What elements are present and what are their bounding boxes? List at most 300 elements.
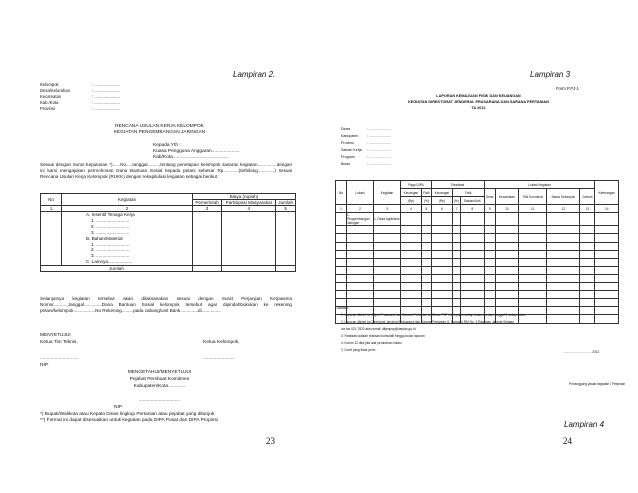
table-cell (580, 307, 595, 315)
table-cell (460, 283, 484, 291)
table-cell (595, 315, 619, 323)
table-cell (41, 212, 62, 266)
h-fisik: Fisik (421, 189, 431, 197)
h-lokasi-kegiatan: Lokasi Kegiatan (484, 181, 595, 189)
note-line: 1. Laporan dikirim ke Ditjen Prasarana dan Sarana Pertanian ke Dinas PSP Kabupaten setiap bulannya dan tanggal 5 setiap bulan (341, 313, 526, 317)
table-cell (421, 213, 431, 226)
table-cell (432, 258, 453, 266)
field-satker (341, 148, 391, 152)
table-cell (432, 226, 453, 234)
table-cell (580, 234, 595, 242)
table-cell (432, 274, 453, 282)
table-cell (401, 234, 422, 242)
table-cell (452, 299, 460, 307)
title-rencana: RENCANA USULAN KERJA KELOMPOK (115, 124, 204, 129)
field-value: : ...................... (367, 141, 391, 145)
table-cell (401, 242, 422, 250)
table-cell (460, 250, 484, 258)
h-keuangan: Keuangan (401, 189, 422, 197)
table-cell (374, 226, 401, 234)
table-cell (347, 242, 374, 250)
table-cell (374, 234, 401, 242)
nip-pejabat: NIP. (114, 405, 123, 410)
field-value: : ...................... (92, 82, 120, 87)
table-cell (547, 258, 580, 266)
table-cell (401, 266, 422, 274)
table-cell (336, 258, 347, 266)
column-number: 7 (452, 205, 460, 213)
table-cell (495, 283, 518, 291)
table-cell (421, 266, 431, 274)
table-cell (421, 258, 431, 266)
field-kecamatan (40, 94, 120, 99)
table-cell (518, 283, 547, 291)
right-page-number: 24 (563, 436, 572, 446)
table-cell (222, 212, 276, 266)
table-cell (432, 299, 453, 307)
table-cell (452, 258, 460, 266)
signer-label: Penanggung jawab kegiatan / Pimpinan (569, 382, 626, 386)
right-page-header: Lampiran 3 (530, 70, 571, 79)
col-biaya-header: Biaya (rupiah) (193, 194, 296, 200)
table-cell (595, 274, 619, 282)
table-cell (276, 266, 296, 272)
table-cell (484, 274, 495, 282)
table-cell (547, 234, 580, 242)
h-desa: Desa (484, 189, 495, 205)
table-cell (580, 291, 595, 299)
field-label: Kecamatan (40, 94, 62, 99)
table-cell (460, 213, 484, 226)
item-line: 1. .......................... (91, 217, 130, 223)
address-kepada: Kepada Yth : (153, 143, 181, 148)
table-cell (374, 274, 401, 282)
field-label: Bulan (341, 162, 351, 166)
table-cell (547, 274, 580, 282)
col-jumlah-header: Jumlah (276, 200, 296, 206)
column-number: 4 (401, 205, 422, 213)
field-value: : ...................... (367, 127, 391, 131)
table-cell (432, 213, 453, 226)
table-cell (484, 234, 495, 242)
table-cell (401, 299, 422, 307)
address-kabkota: Kab/Kota.......................................... (153, 155, 229, 160)
column-number: 12 (547, 205, 580, 213)
total-row-label: Jumlah (41, 266, 193, 272)
field-provinsi (40, 106, 120, 111)
table-row (336, 258, 619, 266)
field-label: Dinas (341, 127, 351, 131)
column-number: 1 (336, 205, 347, 213)
table-cell (374, 242, 401, 250)
table-cell (495, 266, 518, 274)
table-cell (347, 291, 374, 299)
signature-line-tim: ............................. (40, 356, 79, 361)
col-pemerintah-header: Pemerintah (193, 200, 222, 206)
table-cell (518, 274, 547, 282)
table-cell (495, 226, 518, 234)
table-cell (460, 226, 484, 234)
table-cell (401, 226, 422, 234)
table-cell (547, 266, 580, 274)
table-cell (580, 266, 595, 274)
table-cell (484, 299, 495, 307)
table-cell (336, 274, 347, 282)
table-cell (595, 283, 619, 291)
rukk-table (40, 193, 296, 272)
table-cell (401, 283, 422, 291)
field-value: : ...................... (92, 94, 120, 99)
intro-paragraph: Sesuai dengan Surat Keputusan *)......No....,tanggal.........,tentang penetapan kelompok sasaran kegiatan...............dengan ini kami mengajukan permohonan Dana Bantuan Sosial kepada petani sebesar Rp............(terbilang.............) sesuai Rencana Usulan Kerja Kelompok (RUKK) dengan rekapitulasi kegiatan sebagai berikut : (40, 162, 292, 180)
mengetahui-label: MENGETAHUI/MENYETUJUI (127, 370, 192, 375)
table-cell (484, 250, 495, 258)
table-cell (518, 258, 547, 266)
item-line: 2. .......................... (91, 247, 130, 253)
table-cell (580, 299, 595, 307)
table-cell (484, 266, 495, 274)
item-insentif: A. Insentif Tenaga Kerja (86, 212, 135, 217)
table-cell (374, 299, 401, 307)
table-cell (276, 212, 296, 266)
column-number: 6 (432, 205, 453, 213)
item-line: 3. .......................... (91, 229, 130, 235)
table-row (336, 283, 619, 291)
table-cell (580, 315, 595, 323)
field-label: Kelompok (40, 82, 59, 87)
table-cell (595, 250, 619, 258)
table-cell (518, 250, 547, 258)
field-label: Desa/Kelurahan (40, 88, 71, 93)
table-cell (336, 250, 347, 258)
table-cell (495, 250, 518, 258)
menyetujui-label: MENYETUJUI (40, 333, 71, 338)
table-cell (460, 258, 484, 266)
field-provinsi (341, 141, 391, 145)
table-cell (421, 299, 431, 307)
table-cell (374, 291, 401, 299)
field-label: Kab./Kota (40, 100, 59, 105)
signature-line-kelompok: ........................ (203, 356, 235, 361)
table-cell (432, 283, 453, 291)
h-satuan: Satuan/Unit (460, 197, 484, 205)
table-row (336, 226, 619, 234)
right-page-footer: Lampiran 4 (564, 420, 605, 429)
table-cell (595, 307, 619, 315)
field-bulan (341, 162, 391, 166)
field-label: Kabupaten (341, 134, 359, 138)
table-cell (432, 242, 453, 250)
item-line: 2. .......................... (91, 223, 130, 229)
title-kegiatan: KEGIATAN PENGEMBANGAN JARINGAN (113, 130, 206, 135)
num-cell: 4 (222, 206, 276, 212)
table-cell (460, 274, 484, 282)
field-kabkota (40, 100, 120, 105)
table-cell (580, 226, 595, 234)
item-lainnya: C. Lainnya................... (86, 259, 133, 265)
table-cell (347, 250, 374, 258)
field-label: Provinsi (40, 106, 55, 111)
report-subtitle: KEGIATAN DIREKTORAT JENDERAL PRASARANA DAN SARANA PERTANIAN (408, 100, 549, 104)
table-cell (518, 266, 547, 274)
table-cell (547, 315, 580, 323)
h-nama-kelompok: Nama Kelompok (547, 189, 580, 205)
table-cell (518, 234, 547, 242)
table-cell (401, 291, 422, 299)
place-date: ................................ 2012 (563, 350, 600, 354)
col-no-header: No (41, 194, 62, 206)
form-code: Form P.PJ-1 (556, 86, 579, 91)
table-cell (421, 250, 431, 258)
followup-paragraph: Selanjutnya kegiatan tersebut akan dilaksanakan sesuai dengan Surat Perjanjian Kerjasama Nomor............tanggal..............Dana Bantuan Sosial kelompok tersebut agar dipindahbukukan ke rekening petani/kelompok.................No Rekening.........pada cabang/unit Bank..............di............... (40, 296, 292, 314)
report-table (335, 180, 619, 324)
h-pct-real: (%) (452, 197, 460, 205)
table-row (336, 299, 619, 307)
note-line: 4. Kolom 12 diisi jika ada perubahan lokasi (341, 341, 402, 345)
table-row (336, 250, 619, 258)
table-cell (580, 242, 595, 250)
table-cell (460, 266, 484, 274)
table-cell (495, 258, 518, 266)
table-cell (452, 250, 460, 258)
table-cell (484, 283, 495, 291)
num-cell: 5 (276, 206, 296, 212)
pejabat-label: Pejabat Pembuat Komitmen (129, 377, 190, 382)
table-cell (460, 242, 484, 250)
h-jumlah: Jumlah (580, 189, 595, 205)
table-cell (595, 226, 619, 234)
table-cell (495, 234, 518, 242)
table-cell (336, 213, 347, 226)
table-cell (432, 250, 453, 258)
table-cell (484, 226, 495, 234)
field-value: : ...................... (92, 100, 120, 105)
h-no: No (336, 181, 347, 205)
address-kuasa: Kuasa Pengguna Anggaran..................... (153, 149, 240, 154)
ketua-tim-label: Ketua Tim Teknis, (40, 340, 78, 345)
table-row (336, 266, 619, 274)
table-cell (460, 299, 484, 307)
table-cell (518, 291, 547, 299)
h-pct: (%) (421, 197, 431, 205)
table-cell (547, 299, 580, 307)
table-cell (336, 266, 347, 274)
table-cell (336, 283, 347, 291)
table-cell (401, 258, 422, 266)
field-kabupaten (341, 134, 391, 138)
field-desa (40, 88, 120, 93)
table-cell (495, 274, 518, 282)
table-cell (347, 266, 374, 274)
h-kecamatan: Kecamatan (495, 189, 518, 205)
table-cell (336, 234, 347, 242)
field-value: : ...................... (367, 155, 391, 159)
table-cell (580, 250, 595, 258)
table-cell (401, 274, 422, 282)
field-label: Provinsi (341, 141, 354, 145)
table-cell (495, 242, 518, 250)
field-dinas (341, 127, 391, 131)
h-keterangan: Keterangan (595, 181, 619, 205)
report-year: TA 2012 (471, 106, 486, 110)
item-line: 1. .......................... (91, 241, 130, 247)
table-cell (495, 213, 518, 226)
table-cell (595, 291, 619, 299)
num-cell: 1 (41, 206, 62, 212)
h-titik: Titik Koordinat (518, 189, 547, 205)
table-cell (460, 291, 484, 299)
table-cell (595, 299, 619, 307)
table-cell (547, 250, 580, 258)
table-cell (547, 213, 580, 226)
h-rp-real: (Rp) (432, 197, 453, 205)
num-cell: 2 (62, 206, 193, 212)
num-cell: 3 (193, 206, 222, 212)
left-page-header: Lampiran 2. (233, 70, 276, 79)
table-cell (452, 242, 460, 250)
column-number: 10 (495, 205, 518, 213)
item-line: 3. .......................... (91, 253, 130, 259)
table-cell (595, 234, 619, 242)
table-cell (336, 242, 347, 250)
table-row (336, 274, 619, 282)
table-cell (595, 258, 619, 266)
table-cell (460, 234, 484, 242)
table-cell (595, 266, 619, 274)
table-cell (452, 226, 460, 234)
field-value: : ...................... (367, 148, 391, 152)
table-row (336, 291, 619, 299)
table-cell (421, 234, 431, 242)
column-number: 9 (484, 205, 495, 213)
column-number: 14 (595, 205, 619, 213)
column-number: 2 (347, 205, 374, 213)
note-line: 2. Laporan dikirim ke Direktorat Jenderal Prasarana dan Sarana Pertanian Jl. Harsono RM No. 3 Ragunan Jakarta Selatan (341, 320, 515, 324)
h-rp: (Rp) (401, 197, 422, 205)
note-line: 3. Realisasi adalah realisasi kumulatif hingga bulan laporan (341, 334, 425, 338)
field-value: : ...................... (367, 134, 391, 138)
table-cell (374, 250, 401, 258)
column-number: 3 (374, 205, 401, 213)
table-cell (547, 242, 580, 250)
table-cell (421, 226, 431, 234)
right-page (319, 0, 638, 493)
row1-lokasi: 1. Pengembangan Jaringan (347, 213, 374, 226)
table-cell (374, 266, 401, 274)
field-kelompok (40, 82, 120, 87)
table-cell (421, 242, 431, 250)
table-cell (421, 274, 431, 282)
column-number: 13 (580, 205, 595, 213)
table-cell (595, 213, 619, 226)
table-cell (595, 242, 619, 250)
table-cell (421, 291, 431, 299)
column-number: 8 (460, 205, 484, 213)
footnote-format: **) Format ini dapat disesuaikan untuk kegiatan pada DIPA Pusat dan DIPA Propinsi (40, 418, 218, 423)
table-cell (421, 283, 431, 291)
h-fisik-real: Fisik (452, 189, 484, 197)
table-cell (580, 274, 595, 282)
table-cell (580, 283, 595, 291)
table-cell (518, 213, 547, 226)
table-cell (547, 307, 580, 315)
item-list-cell (62, 212, 193, 266)
col-kegiatan-header: Kegiatan (62, 194, 193, 206)
table-cell (495, 299, 518, 307)
table-cell (580, 258, 595, 266)
table-cell (547, 283, 580, 291)
left-page-number: 23 (266, 436, 275, 446)
h-keuangan-real: Keuangan (432, 189, 453, 197)
table-cell (374, 283, 401, 291)
table-cell (580, 213, 595, 226)
h-realisasi: Realisasi (432, 181, 485, 189)
h-pagu: Pagu DIPA (401, 181, 432, 189)
signature-line-pejabat: ............................... (138, 398, 181, 403)
table-cell (547, 291, 580, 299)
report-title: LAPORAN KEMAJUAN FISIK DAN KEUANGAN (436, 94, 521, 98)
table-cell (401, 250, 422, 258)
h-kegiatan: Kegiatan (374, 181, 401, 205)
table-cell (401, 213, 422, 226)
table-cell (222, 266, 276, 272)
field-label: Program (341, 155, 355, 159)
h-lokasi: Lokasi (347, 181, 374, 205)
table-cell (347, 283, 374, 291)
note-line: via fax 021-7820 atau email: ditjenpsp@deptan.go.id (341, 327, 416, 331)
field-program (341, 155, 391, 159)
table-cell (347, 234, 374, 242)
table-cell (452, 283, 460, 291)
table-row (336, 242, 619, 250)
table-cell (484, 242, 495, 250)
table-cell (452, 213, 460, 226)
table-cell (336, 226, 347, 234)
table-cell (518, 242, 547, 250)
table-cell (518, 299, 547, 307)
field-label: Satuan Kerja (341, 148, 362, 152)
col-partisipasi-header: Partisipasi Masyarakat (222, 200, 276, 206)
field-value: : ...................... (92, 88, 120, 93)
number-row (336, 205, 619, 213)
table-cell (452, 266, 460, 274)
kabkota-label: Kabupaten/Kota............. (133, 384, 186, 389)
table-cell (452, 291, 460, 299)
ketua-kelompok-label: Ketua Kelompok, (203, 340, 240, 345)
table-cell (347, 258, 374, 266)
table-cell (452, 234, 460, 242)
table-cell (484, 213, 495, 226)
table-cell (336, 291, 347, 299)
table-cell (374, 258, 401, 266)
table-cell (193, 266, 222, 272)
table-cell (547, 226, 580, 234)
table-cell (452, 274, 460, 282)
table-cell (432, 291, 453, 299)
row1-kegiatan: 1. Desa Agribisnis (374, 213, 401, 226)
table-cell (347, 274, 374, 282)
table-row (336, 213, 619, 226)
field-value: : ...................... (367, 162, 391, 166)
table-cell (484, 291, 495, 299)
field-value: : ...................... (92, 106, 120, 111)
footnote-bupati: *) Bupati/Walikota atau Kepala Dinas lingkup Pertanian atau pejabat yang ditunjuk (40, 412, 215, 417)
nip-tim: NIP. (40, 363, 49, 368)
table-cell (484, 258, 495, 266)
notes-label: Catatan: (335, 306, 349, 310)
table-cell (347, 299, 374, 307)
table-cell (347, 226, 374, 234)
table-row (336, 234, 619, 242)
